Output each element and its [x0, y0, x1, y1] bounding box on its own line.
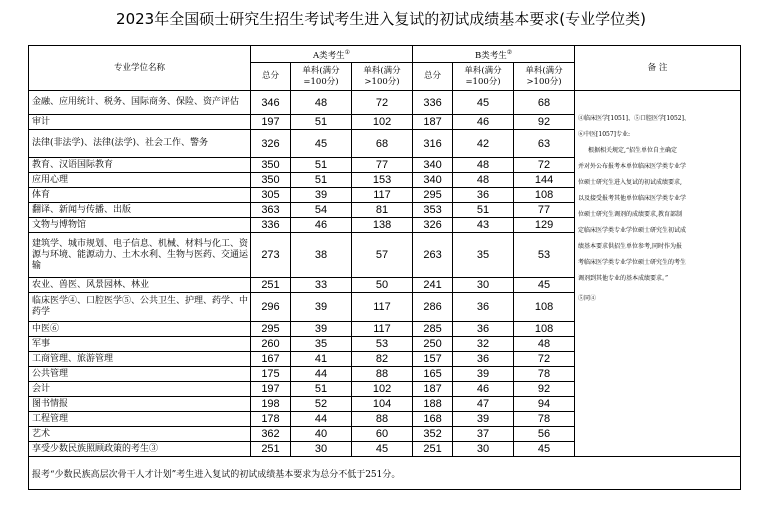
- header-notes: 备 注: [575, 46, 741, 91]
- header-a-total: 总分: [251, 63, 291, 91]
- note-line: 考临床医学类专业学位硕士研究生的考生: [578, 259, 687, 266]
- score-a-single-gt100: 72: [352, 91, 413, 115]
- score-b-single-100: 48: [453, 158, 514, 173]
- score-b-single-100: 36: [453, 352, 514, 367]
- score-b-single-100: 43: [453, 218, 514, 233]
- score-b-single-100: 39: [453, 412, 514, 427]
- score-b-total: 340: [413, 158, 453, 173]
- score-b-single-gt100: 48: [514, 337, 575, 352]
- note-line: 调剂到其他专业的基本成绩要求。”: [578, 275, 669, 282]
- score-a-total: 296: [251, 293, 291, 322]
- score-b-single-100: 37: [453, 427, 514, 442]
- score-a-single-100: 51: [291, 173, 352, 188]
- score-a-single-100: 54: [291, 203, 352, 218]
- score-b-single-gt100: 78: [514, 412, 575, 427]
- score-b-single-100: 45: [453, 91, 514, 115]
- score-a-total: 295: [251, 322, 291, 337]
- score-b-total: 157: [413, 352, 453, 367]
- score-a-single-100: 51: [291, 115, 352, 130]
- score-a-total: 197: [251, 382, 291, 397]
- score-b-single-100: 36: [453, 188, 514, 203]
- score-a-single-gt100: 45: [352, 442, 413, 457]
- score-a-total: 305: [251, 188, 291, 203]
- score-b-single-gt100: 77: [514, 203, 575, 218]
- score-a-single-gt100: 60: [352, 427, 413, 442]
- score-b-total: 188: [413, 397, 453, 412]
- score-b-total: 353: [413, 203, 453, 218]
- score-a-total: 273: [251, 233, 291, 278]
- table-row: [29, 91, 741, 115]
- score-b-single-100: 36: [453, 293, 514, 322]
- score-a-single-gt100: 81: [352, 203, 413, 218]
- header-b-total: 总分: [413, 63, 453, 91]
- score-a-single-gt100: 117: [352, 293, 413, 322]
- major-name-cell: 农业、兽医、风景园林、林业: [29, 278, 251, 293]
- score-b-total: 251: [413, 442, 453, 457]
- major-name-cell: 应用心理: [29, 173, 251, 188]
- score-b-total: 326: [413, 218, 453, 233]
- note-line: 并对外公布报考本单位临床医学类专业学: [578, 163, 687, 170]
- page-title: 2023年全国硕士研究生招生考试考生进入复试的初试成绩基本要求(专业学位类): [116, 10, 646, 28]
- major-name-cell: 教育、汉语国际教育: [29, 158, 251, 173]
- score-a-single-gt100: 53: [352, 337, 413, 352]
- score-a-total: 363: [251, 203, 291, 218]
- score-b-single-gt100: 53: [514, 233, 575, 278]
- score-b-total: 168: [413, 412, 453, 427]
- score-b-total: 352: [413, 427, 453, 442]
- score-b-single-gt100: 129: [514, 218, 575, 233]
- score-b-single-gt100: 108: [514, 322, 575, 337]
- score-b-single-100: 30: [453, 442, 514, 457]
- score-b-single-gt100: 94: [514, 397, 575, 412]
- major-name-cell: 建筑学、城市规划、电子信息、机械、材料与化工、资源与环境、能源动力、土木水利、生物与医药、交通运输: [29, 233, 251, 278]
- score-b-single-100: 51: [453, 203, 514, 218]
- score-a-single-100: 30: [291, 442, 352, 457]
- score-b-single-100: 30: [453, 278, 514, 293]
- score-a-total: 336: [251, 218, 291, 233]
- score-a-single-100: 48: [291, 91, 352, 115]
- major-name-cell: 图书情报: [29, 397, 251, 412]
- score-a-single-100: 52: [291, 397, 352, 412]
- score-a-single-gt100: 117: [352, 188, 413, 203]
- note-line: ⑤同④: [578, 295, 597, 302]
- score-a-single-100: 44: [291, 367, 352, 382]
- score-a-single-100: 39: [291, 293, 352, 322]
- score-b-total: 187: [413, 115, 453, 130]
- major-name-cell: 军事: [29, 337, 251, 352]
- score-b-single-gt100: 45: [514, 442, 575, 457]
- score-a-total: 350: [251, 158, 291, 173]
- note-line: 位硕士研究生进入复试的初试成绩要求,: [578, 179, 682, 186]
- score-b-single-gt100: 108: [514, 188, 575, 203]
- score-b-single-gt100: 63: [514, 130, 575, 158]
- note-line: 绩基本要求供招生单位参考,同时作为报: [578, 243, 682, 250]
- score-b-single-gt100: 72: [514, 158, 575, 173]
- header-b-group: B类考生②: [413, 46, 575, 63]
- note-line: 根据相关规定,“招生单位自主确定: [588, 147, 678, 154]
- score-a-total: 178: [251, 412, 291, 427]
- note-line: 定临床医学类专业学位硕士研究生初试成: [578, 227, 687, 234]
- major-name-cell: 工商管理、旅游管理: [29, 352, 251, 367]
- score-b-single-gt100: 144: [514, 173, 575, 188]
- score-a-single-gt100: 102: [352, 382, 413, 397]
- score-a-single-100: 51: [291, 158, 352, 173]
- score-a-single-100: 39: [291, 322, 352, 337]
- note-line: ⑥中医[1057]专业:: [578, 131, 631, 138]
- score-a-single-gt100: 104: [352, 397, 413, 412]
- major-name-cell: 工程管理: [29, 412, 251, 427]
- score-a-single-100: 41: [291, 352, 352, 367]
- header-b-single-gt100: 单科(满分>100分): [514, 63, 575, 91]
- score-a-single-gt100: 102: [352, 115, 413, 130]
- score-a-total: 346: [251, 91, 291, 115]
- major-name-cell: 享受少数民族照顾政策的考生③: [29, 442, 251, 457]
- major-name-cell: 艺术: [29, 427, 251, 442]
- score-b-single-gt100: 92: [514, 115, 575, 130]
- score-a-total: 198: [251, 397, 291, 412]
- score-a-total: 251: [251, 442, 291, 457]
- score-a-single-gt100: 68: [352, 130, 413, 158]
- score-a-total: 175: [251, 367, 291, 382]
- score-a-total: 251: [251, 278, 291, 293]
- header-a-group: A类考生①: [251, 46, 413, 63]
- score-b-single-gt100: 72: [514, 352, 575, 367]
- score-b-single-100: 46: [453, 382, 514, 397]
- header-a-single-100: 单科(满分=100分): [291, 63, 352, 91]
- major-name-cell: 临床医学④、口腔医学⑤、公共卫生、护理、药学、中药学: [29, 293, 251, 322]
- score-b-total: 263: [413, 233, 453, 278]
- note-line: 以及接受报考其他单位临床医学类专业学: [578, 195, 687, 202]
- score-b-total: 316: [413, 130, 453, 158]
- major-name-cell: 翻译、新闻与传播、出版: [29, 203, 251, 218]
- score-a-single-gt100: 153: [352, 173, 413, 188]
- score-b-total: 250: [413, 337, 453, 352]
- score-b-single-gt100: 56: [514, 427, 575, 442]
- header-b-single-100: 单科(满分=100分): [453, 63, 514, 91]
- score-b-total: 295: [413, 188, 453, 203]
- header-a-single-gt100: 单科(满分>100分): [352, 63, 413, 91]
- note-line: 位硕士研究生调剂的成绩要求,教育部制: [578, 211, 682, 218]
- header-major: 专业学位名称: [29, 46, 251, 91]
- score-a-single-100: 46: [291, 218, 352, 233]
- score-b-single-100: 35: [453, 233, 514, 278]
- score-b-total: 165: [413, 367, 453, 382]
- major-name-cell: 金融、应用统计、税务、国际商务、保险、资产评估: [29, 91, 251, 115]
- score-a-single-100: 51: [291, 382, 352, 397]
- score-a-total: 167: [251, 352, 291, 367]
- major-name-cell: 审计: [29, 115, 251, 130]
- score-b-single-100: 46: [453, 115, 514, 130]
- score-b-total: 285: [413, 322, 453, 337]
- score-a-single-gt100: 138: [352, 218, 413, 233]
- score-a-single-gt100: 57: [352, 233, 413, 278]
- major-name-cell: 体育: [29, 188, 251, 203]
- score-b-single-100: 47: [453, 397, 514, 412]
- score-a-total: 362: [251, 427, 291, 442]
- score-a-single-100: 33: [291, 278, 352, 293]
- score-b-total: 336: [413, 91, 453, 115]
- score-a-total: 326: [251, 130, 291, 158]
- score-table: [28, 45, 741, 490]
- note-line: ④临床医学[1051]、⑤口腔医学[1052]、: [578, 115, 690, 122]
- score-a-total: 197: [251, 115, 291, 130]
- notes-cell: [575, 91, 741, 457]
- score-a-single-gt100: 82: [352, 352, 413, 367]
- score-a-single-gt100: 117: [352, 322, 413, 337]
- score-a-single-gt100: 50: [352, 278, 413, 293]
- score-b-single-100: 48: [453, 173, 514, 188]
- score-b-total: 187: [413, 382, 453, 397]
- score-a-single-100: 38: [291, 233, 352, 278]
- score-a-total: 260: [251, 337, 291, 352]
- score-a-single-gt100: 88: [352, 367, 413, 382]
- score-b-single-100: 39: [453, 367, 514, 382]
- major-name-cell: 文物与博物馆: [29, 218, 251, 233]
- score-a-single-100: 45: [291, 130, 352, 158]
- score-b-single-100: 42: [453, 130, 514, 158]
- score-b-single-gt100: 45: [514, 278, 575, 293]
- score-a-total: 350: [251, 173, 291, 188]
- score-b-single-gt100: 68: [514, 91, 575, 115]
- score-b-single-100: 32: [453, 337, 514, 352]
- major-name-cell: 法律(非法学)、法律(法学)、社会工作、警务: [29, 130, 251, 158]
- score-a-single-100: 40: [291, 427, 352, 442]
- score-a-single-gt100: 88: [352, 412, 413, 427]
- score-b-single-100: 36: [453, 322, 514, 337]
- major-name-cell: 中医⑥: [29, 322, 251, 337]
- score-b-total: 286: [413, 293, 453, 322]
- score-b-total: 340: [413, 173, 453, 188]
- score-a-single-100: 39: [291, 188, 352, 203]
- footer-note: 报考“少数民族高层次骨干人才计划”考生进入复试的初试成绩基本要求为总分不低于251分。: [29, 457, 741, 490]
- score-a-single-100: 35: [291, 337, 352, 352]
- score-a-single-100: 44: [291, 412, 352, 427]
- major-name-cell: 会计: [29, 382, 251, 397]
- score-b-total: 241: [413, 278, 453, 293]
- score-a-single-gt100: 77: [352, 158, 413, 173]
- major-name-cell: 公共管理: [29, 367, 251, 382]
- score-b-single-gt100: 92: [514, 382, 575, 397]
- score-b-single-gt100: 78: [514, 367, 575, 382]
- score-b-single-gt100: 108: [514, 293, 575, 322]
